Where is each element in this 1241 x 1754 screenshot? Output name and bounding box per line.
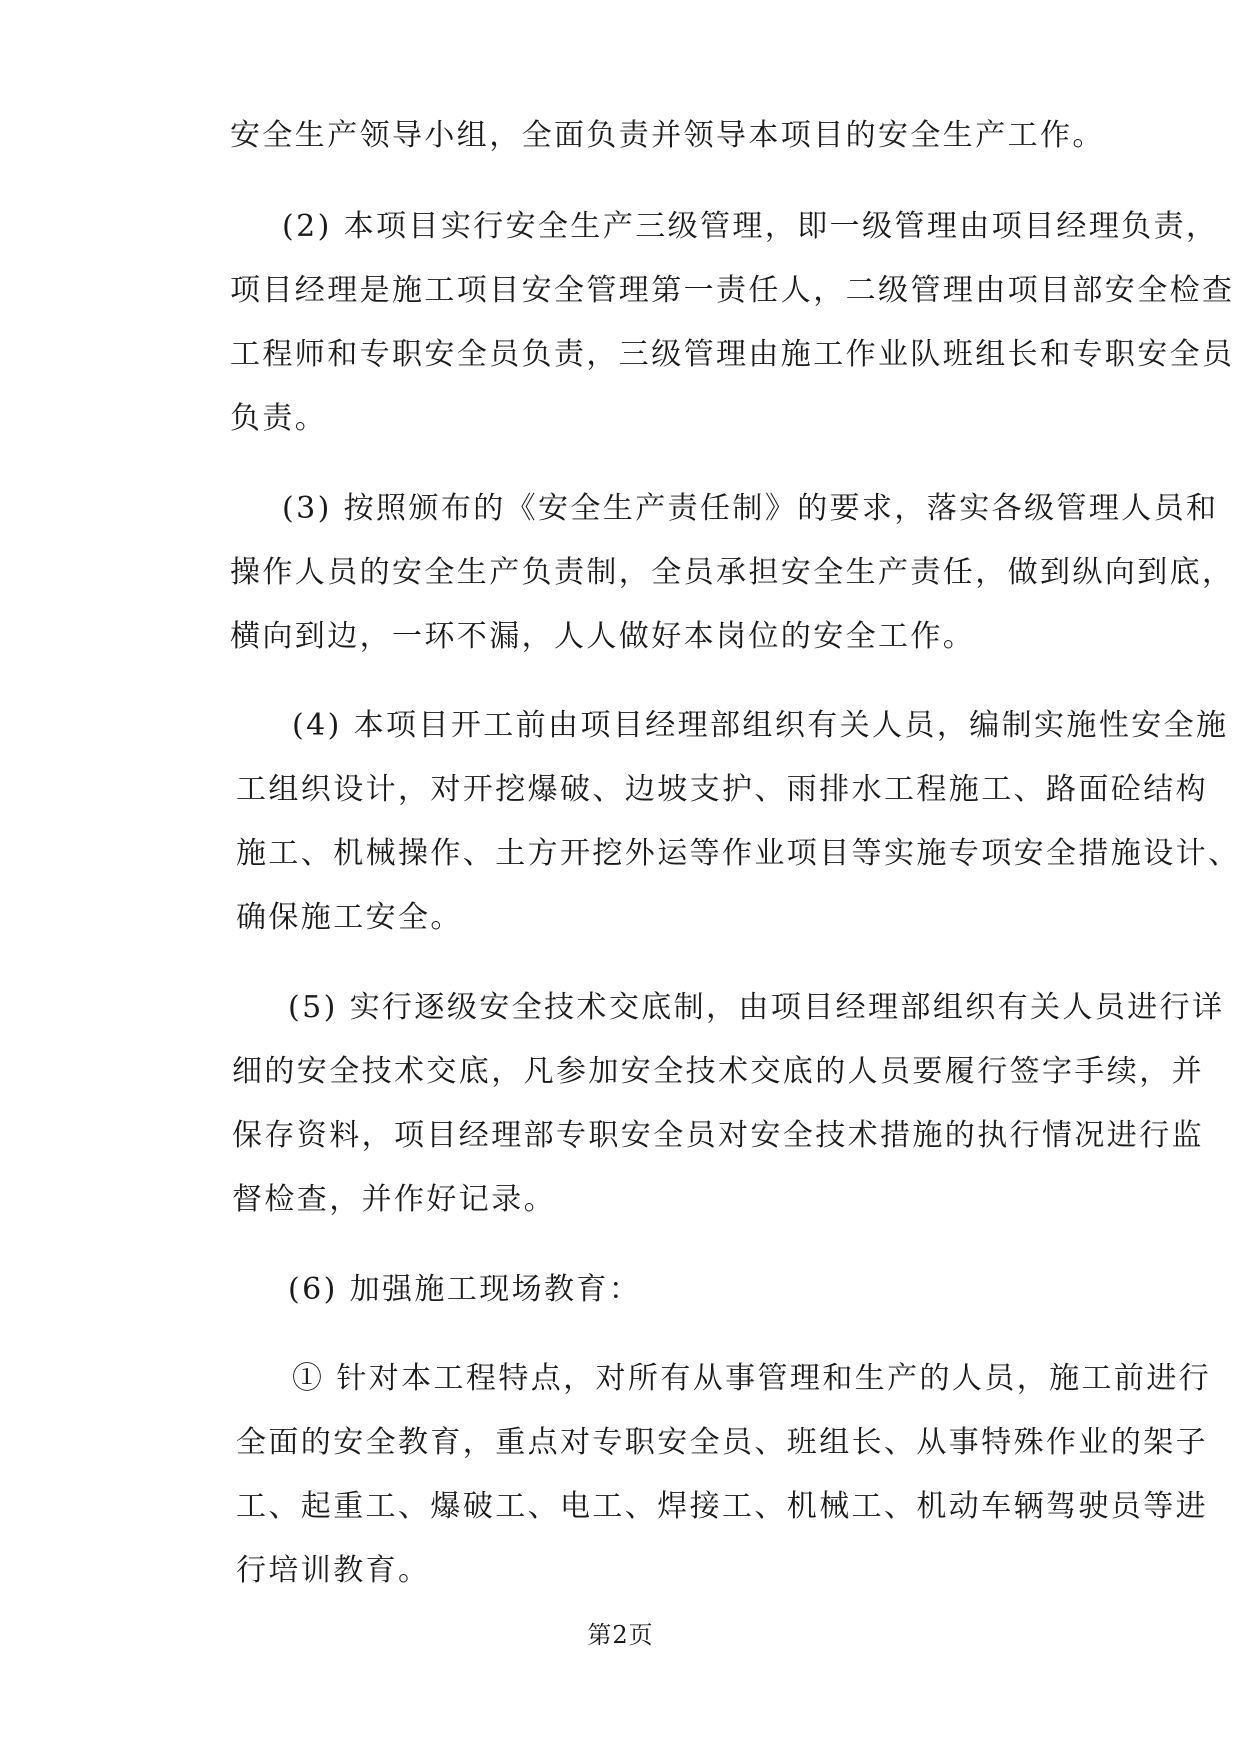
text-line: (5) 实行逐级安全技术交底制，由项目经理部组织有关人员进行详 <box>288 990 1225 1025</box>
page-number: 第2页 <box>587 1621 654 1649</box>
text-line: (4) 本项目开工前由项目经理部组织有关人员，编制实施性安全施 <box>292 708 1229 743</box>
text-line: 安全生产领导小组，全面负责并领导本项目的安全生产工作。 <box>230 118 1105 153</box>
text-line: 全面的安全教育，重点对专职安全员、班组长、从事特殊作业的架子 <box>236 1425 1208 1460</box>
text-line: 负责。 <box>230 401 328 436</box>
text-line: 工组织设计，对开挖爆破、边坡支护、雨排水工程施工、路面砼结构 <box>236 772 1208 807</box>
text-line: 施工、机械操作、土方开挖外运等作业项目等实施专项安全措施设计、 <box>236 836 1241 871</box>
text-line: 项目经理是施工项目安全管理第一责任人，二级管理由项目部安全检查 <box>230 273 1235 308</box>
text-line: (2) 本项目实行安全生产三级管理，即一级管理由项目经理负责， <box>282 209 1219 244</box>
text-line: 督检查，并作好记录。 <box>232 1182 556 1217</box>
text-line: 工、起重工、爆破工、电工、焊接工、机械工、机动车辆驾驶员等进 <box>236 1489 1208 1524</box>
text-line: 横向到边，一环不漏，人人做好本岗位的安全工作。 <box>230 619 976 654</box>
text-line: 操作人员的安全生产负责制，全员承担安全生产责任，做到纵向到底， <box>230 555 1235 590</box>
text-line: 行培训教育。 <box>236 1553 431 1588</box>
text-line: (6) 加强施工现场教育： <box>288 1272 642 1307</box>
text-line: 保存资料，项目经理部专职安全员对安全技术措施的执行情况进行监 <box>232 1118 1204 1153</box>
text-line: ① 针对本工程特点，对所有从事管理和生产的人员，施工前进行 <box>292 1361 1212 1396</box>
text-line: 工程师和专职安全员负责，三级管理由施工作业队班组长和专职安全员 <box>230 337 1235 372</box>
text-line: 细的安全技术交底，凡参加安全技术交底的人员要履行签字手续，并 <box>232 1054 1204 1089</box>
text-line: 确保施工安全。 <box>236 900 463 935</box>
text-line: (3) 按照颁布的《安全生产责任制》的要求，落实各级管理人员和 <box>282 491 1219 526</box>
